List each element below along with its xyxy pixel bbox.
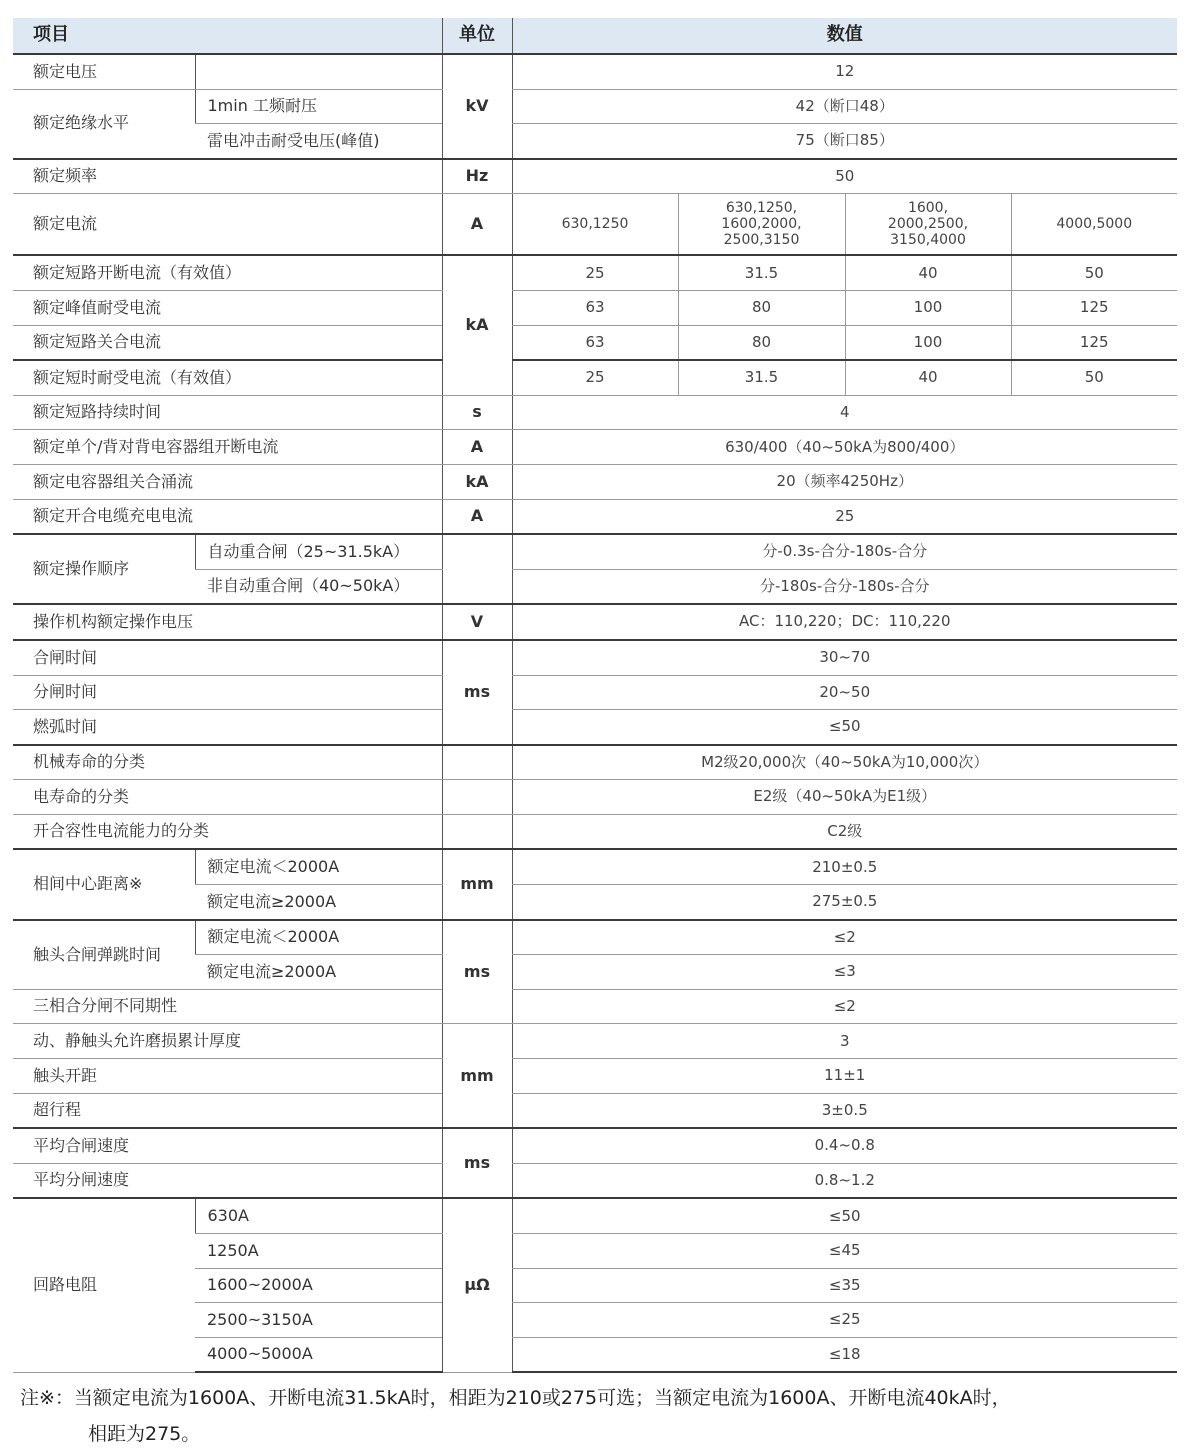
table-row [13, 1059, 1177, 1094]
value-cell: 25 [512, 255, 678, 290]
item-label: 额定操作顺序 [13, 534, 195, 604]
table-row [13, 194, 1177, 256]
unit-cell: Hz [442, 159, 512, 194]
table-row [13, 989, 1177, 1024]
value-cell: 630,1250, 1600,2000, 2500,3150 [678, 194, 845, 256]
table-row [13, 814, 1177, 849]
unit-cell: mm [442, 849, 512, 919]
value-cell: 20（频率4250Hz） [512, 464, 1177, 499]
sub-label: 额定电流＜2000A [195, 920, 442, 955]
value-cell: 630,1250 [512, 194, 678, 256]
footnote [20, 1380, 1180, 1452]
value-cell: M2级20,000次（40~50kA为10,000次） [512, 745, 1177, 780]
table-row [13, 395, 1177, 430]
value-cell: 分-180s-合分-180s-合分 [512, 569, 1177, 604]
value-cell: C2级 [512, 814, 1177, 849]
value-cell: 275±0.5 [512, 885, 1177, 920]
sub-label: 雷电冲击耐受电压(峰值) [195, 124, 442, 159]
item-label: 额定开合电缆充电电流 [13, 499, 442, 534]
sub-label: 非自动重合闸（40~50kA） [195, 569, 442, 604]
table-row [13, 464, 1177, 499]
item-label: 触头开距 [13, 1059, 442, 1094]
value-cell: E2级（40~50kA为E1级） [512, 780, 1177, 815]
item-label: 平均分闸速度 [13, 1163, 442, 1198]
unit-cell: A [442, 499, 512, 534]
unit-cell: ms [442, 1128, 512, 1198]
item-label: 开合容性电流能力的分类 [13, 814, 442, 849]
sub-label: 1250A [195, 1234, 442, 1269]
sub-label: 630A [195, 1198, 442, 1233]
value-cell: 50 [1011, 255, 1177, 290]
table-row [13, 325, 1177, 360]
item-label: 机械寿命的分类 [13, 745, 442, 780]
unit-cell: mm [442, 1024, 512, 1128]
table-row [13, 430, 1177, 465]
value-cell: 20~50 [512, 675, 1177, 710]
unit-cell [442, 534, 512, 604]
table-row [13, 675, 1177, 710]
item-label: 额定电流 [13, 194, 442, 256]
value-cell: 100 [845, 325, 1011, 360]
unit-cell: μΩ [442, 1198, 512, 1372]
table-row [13, 710, 1177, 745]
sub-label: 额定电流≥2000A [195, 885, 442, 920]
value-cell: 630/400（40~50kA为800/400） [512, 430, 1177, 465]
value-cell: 30~70 [512, 640, 1177, 675]
table-row [13, 499, 1177, 534]
value-cell: 125 [1011, 325, 1177, 360]
sub-label: 额定电流＜2000A [195, 849, 442, 884]
value-cell: 3±0.5 [512, 1093, 1177, 1128]
value-cell: ≤50 [512, 1198, 1177, 1233]
item-label: 分闸时间 [13, 675, 442, 710]
value-cell: 1600, 2000,2500, 3150,4000 [845, 194, 1011, 256]
value-cell: 100 [845, 290, 1011, 325]
value-cell: 25 [512, 360, 678, 395]
unit-cell: A [442, 430, 512, 465]
item-label: 操作机构额定操作电压 [13, 604, 442, 640]
value-cell: 0.4~0.8 [512, 1128, 1177, 1163]
table-row [13, 54, 1177, 89]
value-cell: 50 [1011, 360, 1177, 395]
value-cell: 63 [512, 290, 678, 325]
table-row [13, 534, 1177, 569]
unit-cell: A [442, 194, 512, 256]
value-cell: 4000,5000 [1011, 194, 1177, 256]
header-item: 项目 [13, 18, 442, 54]
value-cell: 3 [512, 1024, 1177, 1059]
value-cell: ≤18 [512, 1337, 1177, 1372]
value-cell: ≤25 [512, 1303, 1177, 1338]
table-row [13, 89, 1177, 124]
value-cell: 4 [512, 395, 1177, 430]
value-cell: 25 [512, 499, 1177, 534]
table-row [13, 290, 1177, 325]
table-row [13, 849, 1177, 884]
value-cell: ≤35 [512, 1268, 1177, 1303]
item-label: 额定短时耐受电流（有效值） [13, 360, 442, 395]
value-cell: AC：110,220；DC：110,220 [512, 604, 1177, 640]
table-row [13, 255, 1177, 290]
table-row [13, 360, 1177, 395]
value-cell: 分-0.3s-合分-180s-合分 [512, 534, 1177, 569]
table-row [13, 640, 1177, 675]
item-label: 超行程 [13, 1093, 442, 1128]
item-label: 额定电压 [13, 54, 195, 89]
item-label: 平均合闸速度 [13, 1128, 442, 1163]
item-label: 额定短路持续时间 [13, 395, 442, 430]
item-label: 相间中心距离※ [13, 849, 195, 919]
table-row [13, 1093, 1177, 1128]
unit-cell: kV [442, 54, 512, 159]
table-row [13, 604, 1177, 640]
item-label: 合闸时间 [13, 640, 442, 675]
sub-label: 1min 工频耐压 [195, 89, 442, 124]
value-cell: ≤3 [512, 955, 1177, 990]
item-label: 额定短路关合电流 [13, 325, 442, 360]
footnote-line-2: 相距为275。 [88, 1423, 201, 1445]
sub-label: 自动重合闸（25~31.5kA） [195, 534, 442, 569]
sub-label: 1600~2000A [195, 1268, 442, 1303]
sub-label [195, 54, 442, 89]
unit-cell: s [442, 395, 512, 430]
value-cell: 42（断口48） [512, 89, 1177, 124]
item-label: 燃弧时间 [13, 710, 442, 745]
value-cell: 11±1 [512, 1059, 1177, 1094]
header-row [13, 18, 1177, 54]
value-cell: ≤45 [512, 1234, 1177, 1269]
value-cell: 31.5 [678, 360, 845, 395]
item-label: 回路电阻 [13, 1198, 195, 1372]
item-label: 额定频率 [13, 159, 442, 194]
value-cell: 0.8~1.2 [512, 1163, 1177, 1198]
value-cell: 31.5 [678, 255, 845, 290]
value-cell: 210±0.5 [512, 849, 1177, 884]
table-row [13, 745, 1177, 780]
header-value: 数值 [512, 18, 1177, 54]
value-cell: ≤2 [512, 920, 1177, 955]
item-label: 三相合分闸不同期性 [13, 989, 442, 1024]
item-label: 额定短路开断电流（有效值） [13, 255, 442, 290]
table-row [13, 1128, 1177, 1163]
value-cell: 12 [512, 54, 1177, 89]
value-cell: 40 [845, 255, 1011, 290]
unit-cell: V [442, 604, 512, 640]
value-cell: 40 [845, 360, 1011, 395]
value-cell: 75（断口85） [512, 124, 1177, 159]
table-row [13, 1024, 1177, 1059]
item-label: 额定峰值耐受电流 [13, 290, 442, 325]
sub-label: 额定电流≥2000A [195, 955, 442, 990]
value-cell: ≤2 [512, 989, 1177, 1024]
item-label: 额定电容器组关合涌流 [13, 464, 442, 499]
item-label: 触头合闸弹跳时间 [13, 920, 195, 990]
unit-cell [442, 780, 512, 815]
sub-label: 2500~3150A [195, 1303, 442, 1338]
value-cell: 50 [512, 159, 1177, 194]
table-row [13, 780, 1177, 815]
value-cell: 125 [1011, 290, 1177, 325]
header-unit: 单位 [442, 18, 512, 54]
unit-cell [442, 745, 512, 780]
table-row [13, 920, 1177, 955]
item-label: 额定单个/背对背电容器组开断电流 [13, 430, 442, 465]
value-cell: 80 [678, 290, 845, 325]
unit-cell: ms [442, 920, 512, 1024]
item-label: 额定绝缘水平 [13, 89, 195, 159]
footnote-line-1: 注※：当额定电流为1600A、开断电流31.5kA时，相距为210或275可选；当额定电流为1600A、开断电流40kA时， [20, 1387, 1011, 1409]
value-cell: ≤50 [512, 710, 1177, 745]
unit-cell: kA [442, 464, 512, 499]
unit-cell: ms [442, 640, 512, 745]
unit-cell [442, 814, 512, 849]
table-row [13, 1163, 1177, 1198]
item-label: 动、静触头允许磨损累计厚度 [13, 1024, 442, 1059]
table-row [13, 1198, 1177, 1233]
item-label: 电寿命的分类 [13, 780, 442, 815]
value-cell: 80 [678, 325, 845, 360]
unit-cell: kA [442, 255, 512, 395]
sub-label: 4000~5000A [195, 1337, 442, 1372]
value-cell: 63 [512, 325, 678, 360]
spec-table [13, 18, 1177, 1373]
table-row [13, 159, 1177, 194]
